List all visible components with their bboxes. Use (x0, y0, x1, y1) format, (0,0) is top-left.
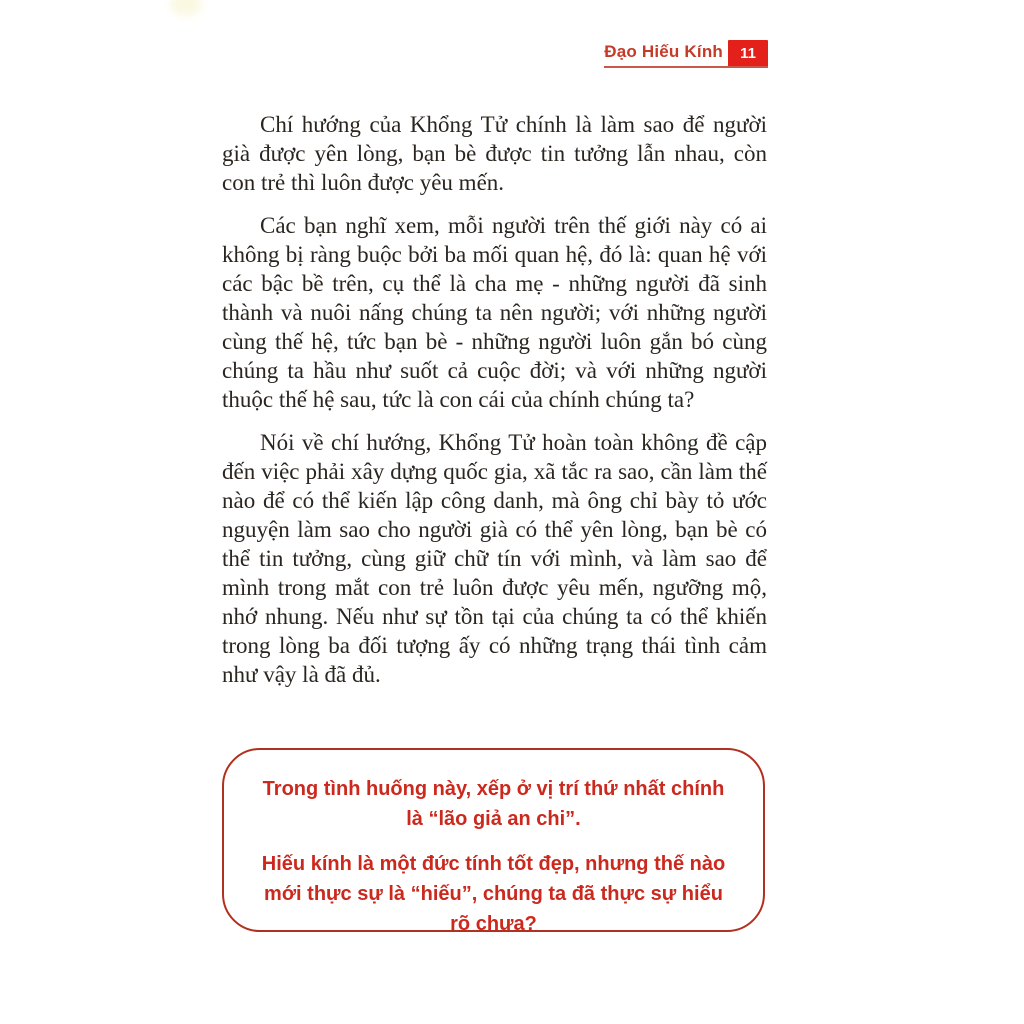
running-header (604, 40, 768, 67)
header-rule (604, 66, 768, 68)
paragraph-3: Nói về chí hướng, Khổng Tử hoàn toàn không đề cập đến việc phải xây dựng quốc gia, xã tắc ra sao, cần làm thế nào để có thể kiến lập công danh, mà ông chỉ bày tỏ ước nguyện làm sao cho người già có thể yên lòng, bạn bè có thể tin tưởng, cùng giữ chữ tín với mình, và làm sao để mình trong mắt con trẻ luôn được yêu mến, ngưỡng mộ, nhớ nhung. Nếu như sự tồn tại của chúng ta có thể khiến trong lòng ba đối tượng ấy có những trạng thái tình cảm như vậy là đã đủ. (222, 430, 767, 687)
callout-paragraph-1: Trong tình huống này, xếp ở vị trí thứ nhất chính là “lão giả an chi”. (262, 778, 725, 830)
chapter-title: Đạo Hiếu Kính (604, 42, 723, 61)
callout-paragraph-2: Hiếu kính là một đức tính tốt đẹp, nhưng thế nào mới thực sự là “hiếu”, chúng ta đã thực sự hiểu rõ chưa? (261, 853, 726, 935)
page-number-badge: 11 (728, 40, 768, 67)
scan-artifact (170, 0, 202, 16)
paragraph-2: Các bạn nghĩ xem, mỗi người trên thế giới này có ai không bị ràng buộc bởi ba mối quan hệ, đó là: quan hệ với các bậc bề trên, cụ thể là cha mẹ - những người đã sinh thành và nuôi nấng chúng ta nên người; với những người cùng thế hệ, tức bạn bè - những người luôn gắn bó cùng chúng ta hầu như suốt cả cuộc đời; và với những người thuộc thế hệ sau, tức là con cái của chính chúng ta? (222, 213, 767, 412)
callout-box (222, 748, 765, 935)
body-text (222, 110, 767, 703)
paragraph-1: Chí hướng của Khổng Tử chính là làm sao để người già được yên lòng, bạn bè được tin tưởng lẫn nhau, còn con trẻ thì luôn được yêu mến. (222, 112, 767, 195)
